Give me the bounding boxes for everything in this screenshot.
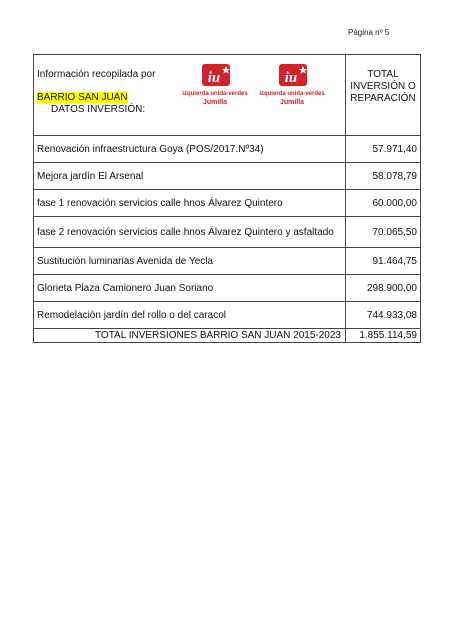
total-row [34,329,421,343]
row-amount: 58.078,79 [346,163,421,190]
row-description: Sustitución luminarias Avenida de Yecla [34,248,346,275]
row-amount: 744.933,08 [346,302,421,329]
iu-star-logo-icon [199,61,233,89]
row-amount: 60.000,00 [346,190,421,217]
iu-logo [182,61,248,107]
header-info-cell [34,55,346,136]
table-row [34,217,421,248]
table-header-row [34,55,421,136]
row-amount: 57.971,40 [346,136,421,163]
logo-town: Jumilla [202,99,228,106]
row-description: fase 2 renovación servicios calle hnos Álvarez Quintero y asfaltado [34,217,346,248]
row-description: fase 1 renovación servicios calle hnos Álvarez Quintero [34,190,346,217]
barrio-label: BARRIO SAN JUAN [37,92,128,103]
table-row [34,136,421,163]
logo-town: Jumilla [279,99,305,106]
total-amount: 1.855.114,59 [346,329,421,343]
row-amount: 298.900,00 [346,275,421,302]
total-column-header [346,55,421,136]
total-col-line: REPARACIÓN [350,93,416,104]
table-row [34,163,421,190]
iu-star-logo-icon [276,61,310,89]
row-description: Glorieta Plaza Camionero Juan Soriano [34,275,346,302]
table-row [34,190,421,217]
total-label: TOTAL INVERSIONES BARRIO SAN JUAN 2015-2023 [34,329,346,343]
table-row [34,248,421,275]
info-label: Información recopilada por [37,69,156,80]
svg-text:iu: iu [284,70,298,86]
svg-text:iu: iu [207,70,221,86]
logo-name: izquierda unida-verdes [182,91,248,97]
row-description: Renovación infraestructura Goya (POS/2017.Nº34) [34,136,346,163]
investment-table [33,54,421,343]
row-amount: 91.464,75 [346,248,421,275]
logo-name: izquierda unida-verdes [259,91,325,97]
table-row [34,275,421,302]
row-amount: 70.065,50 [346,217,421,248]
total-col-line: TOTAL [367,69,399,80]
iu-logo [259,61,325,107]
datos-label: DATOS INVERSIÓN: [51,104,146,115]
page-number: Página nº 5 [348,28,390,37]
table-row [34,302,421,329]
total-col-line: INVERSIÓN O [350,81,416,92]
row-description: Remodelación jardín del rollo o del caracol [34,302,346,329]
row-description: Mejora jardín El Arsenal [34,163,346,190]
